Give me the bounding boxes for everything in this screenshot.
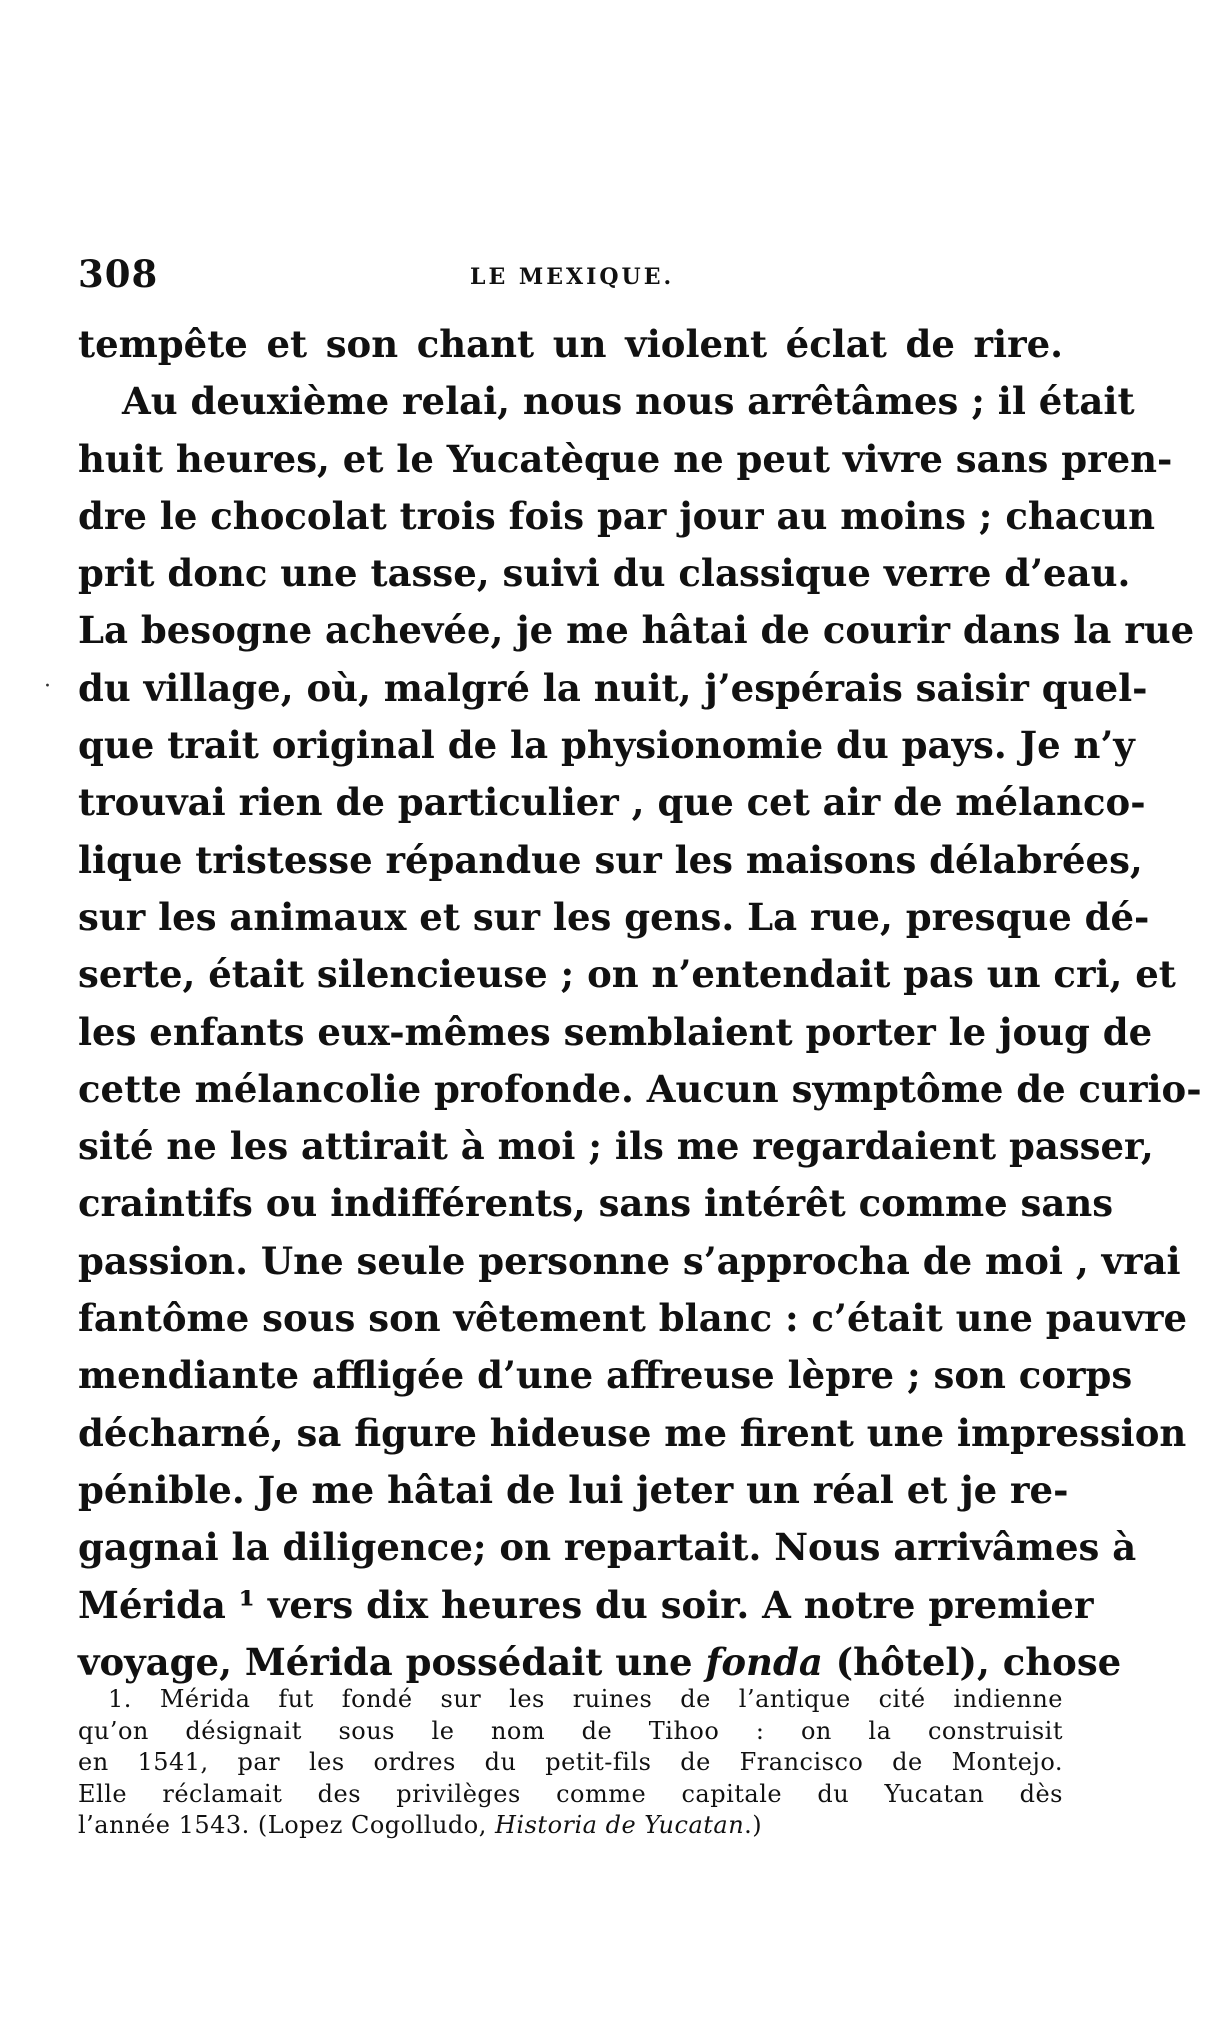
footnote-line: en 1541, par les ordres du petit-fils de Francisco de Montejo. xyxy=(78,1748,1063,1776)
text-line: cette mélancolie profonde. Aucun symptôme de curio- xyxy=(78,1066,1202,1111)
footnote-line: Elle réclamait des privilèges comme capitale du Yucatan dès xyxy=(78,1779,1063,1808)
margin-mark: · xyxy=(44,674,51,699)
page-header xyxy=(78,252,1063,302)
text-line: dre le chocolat trois fois par jour au moins ; chacun xyxy=(78,493,1156,538)
footnote-line: 1. Mérida fut fondé sur les ruines de l’antique cité indienne xyxy=(108,1685,1063,1713)
text-line: fantôme sous son vêtement blanc : c’était une pauvre xyxy=(78,1296,1188,1341)
text-line: décharné, sa figure hideuse me firent une impression xyxy=(78,1410,1187,1455)
text-line: La besogne achevée, je me hâtai de courir dans la rue xyxy=(78,608,1195,653)
text-line: huit heures, et le Yucatèque ne peut vivre sans pren- xyxy=(78,436,1173,481)
italic-citation-title: Historia de Yucatan xyxy=(495,1811,745,1839)
text-segment: (hôtel), chose xyxy=(822,1639,1122,1684)
text-line: passion. Une seule personne s’approcha de moi , vrai xyxy=(78,1238,1181,1283)
text-line: les enfants eux-mêmes semblaient porter le joug de xyxy=(78,1009,1153,1054)
running-title: LE MEXIQUE. xyxy=(470,264,675,290)
text-line: craintifs ou indifférents, sans intérêt comme sans xyxy=(78,1181,1114,1226)
text-segment: voyage, Mérida possédait une xyxy=(78,1639,706,1684)
text-line: gagnai la diligence; on repartait. Nous arrivâmes à xyxy=(78,1525,1137,1570)
italic-word-fonda: fonda xyxy=(705,1639,823,1684)
body-text xyxy=(78,316,1202,1691)
text-line: Mérida ¹ vers dix heures du soir. A notre premier xyxy=(78,1582,1094,1627)
text-line: sité ne les attirait à moi ; ils me regardaient passer, xyxy=(78,1124,1154,1169)
text-line: mendiante affligée d’une affreuse lèpre ; son corps xyxy=(78,1353,1133,1398)
text-segment: .) xyxy=(744,1811,763,1839)
page-number: 308 xyxy=(78,252,159,296)
footnote xyxy=(78,1684,1063,1842)
text-line: trouvai rien de particulier , que cet air de mélanco- xyxy=(78,780,1146,825)
text-line: lique tristesse répandue sur les maisons délabrées, xyxy=(78,837,1143,882)
text-line: du village, où, malgré la nuit, j’espérais saisir quel- xyxy=(78,665,1148,710)
text-line: tempête et son chant un violent éclat de rire. xyxy=(78,322,1063,366)
text-line: sur les animaux et sur les gens. La rue, presque dé- xyxy=(78,894,1150,939)
text-segment: l’année 1543. (Lopez Cogolludo, xyxy=(78,1811,495,1839)
text-line: Au deuxième relai, nous nous arrêtâmes ; il était xyxy=(122,379,1135,424)
footnote-line-last xyxy=(78,1810,1063,1842)
text-line: prit donc une tasse, suivi du classique verre d’eau. xyxy=(78,551,1131,596)
footnote-line: qu’on désignait sous le nom de Tihoo : on la construisit xyxy=(78,1716,1063,1745)
text-line: pénible. Je me hâtai de lui jeter un réal et je re- xyxy=(78,1467,1069,1512)
text-line-last xyxy=(78,1634,1122,1691)
text-line: serte, était silencieuse ; on n’entendait pas un cri, et xyxy=(78,952,1176,997)
text-line: que trait original de la physionomie du pays. Je n’y xyxy=(78,723,1135,768)
